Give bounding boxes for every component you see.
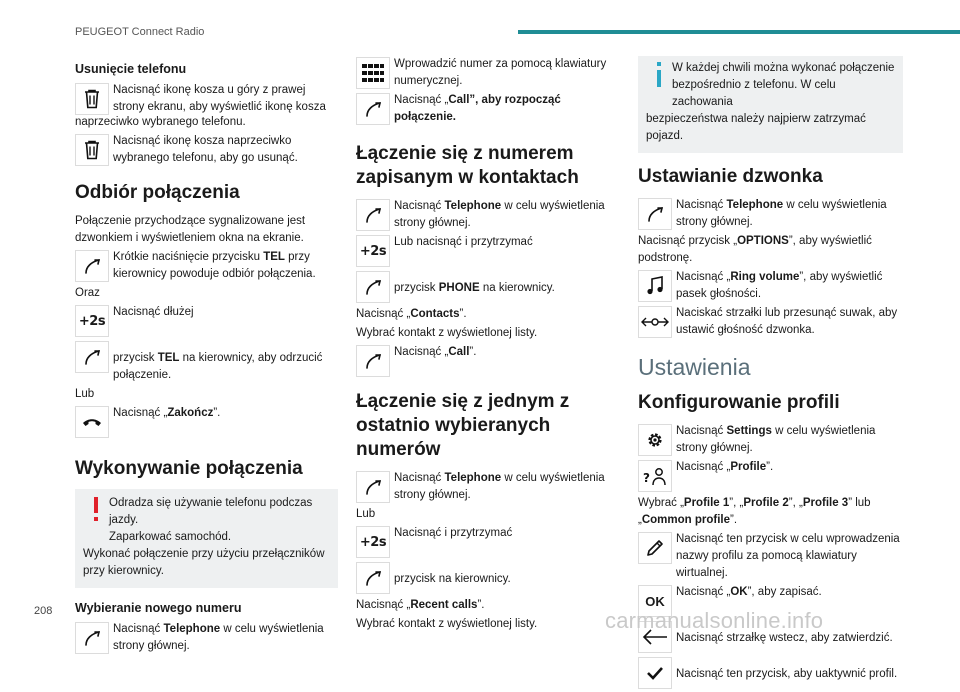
step-ring-volume	[638, 269, 903, 303]
step-press-hold	[356, 525, 621, 559]
step-zakoncz	[75, 405, 338, 439]
step-settings	[638, 423, 903, 457]
warning-line	[83, 495, 330, 546]
text-bold: TEL	[263, 251, 285, 263]
info-line-1: W każdej chwili można wykonać połączenie bezpośrednio z telefonu. W celu zachowania	[672, 62, 895, 108]
text: Nacisnąć „	[676, 271, 731, 283]
step-text: Nacisnąć dłużej	[113, 306, 194, 318]
icon-label: +2s	[359, 534, 387, 550]
text: przy kierownicy powoduje odbiór połączenia.	[113, 251, 316, 280]
step-text: Nacisnąć ikonę kosza u góry z prawej strony ekranu, aby wyświetlić ikonę kosza	[113, 84, 326, 113]
text: na kierownicy.	[479, 282, 555, 294]
warning-line-3: Wykonać połączenie przy użyciu przełączników przy kierownicy.	[83, 548, 325, 577]
steering-button-icon	[75, 341, 109, 373]
steering-button-icon	[356, 345, 390, 377]
plus-2s-icon	[75, 305, 109, 337]
step-profile	[638, 459, 903, 493]
warning-box	[75, 489, 338, 588]
text: ”.	[459, 308, 467, 320]
paragraph: Wybrać kontakt z wyświetlonej listy.	[356, 327, 538, 339]
text: Nacisnąć	[113, 623, 164, 635]
step-text: Nacisnąć ikonę kosza naprzeciwko wybranego telefonu, aby go usunąć.	[113, 135, 298, 164]
text: w celu wyświetlenia strony głównej.	[113, 623, 324, 652]
step-text	[676, 197, 903, 231]
heading-laczenie-kontakty: Łączenie się z numerem zapisanym w kontaktach	[356, 143, 579, 188]
text: Krótkie naciśnięcie przycisku	[113, 251, 264, 263]
paragraph: naprzeciwko wybranego telefonu.	[75, 116, 246, 128]
header-title: PEUGEOT Connect Radio	[75, 26, 205, 38]
text: ” lub „	[638, 497, 871, 526]
text: w celu wyświetlenia strony głównej.	[394, 472, 605, 501]
paragraph	[356, 597, 621, 614]
paragraph: Połączenie przychodzące sygnalizowane jest dzwonkiem i wyświetleniem okna na ekranie.	[75, 215, 306, 244]
icon-label: +2s	[78, 313, 106, 329]
text-bold: Common profile	[641, 514, 731, 526]
column-2	[356, 56, 621, 635]
warning-line-1: Odradza się używanie telefonu podczas jazdy.	[109, 497, 313, 526]
paragraph-lub: Lub	[356, 508, 376, 520]
step-text	[676, 423, 903, 457]
step-text: Nacisnąć strzałkę wstecz, aby zatwierdzić.	[676, 632, 893, 644]
text: Nacisnąć „	[356, 599, 411, 611]
steering-button-icon	[356, 271, 390, 303]
steering-button-icon	[356, 471, 390, 503]
info-line-2: bezpieczeństwa należy najpierw zatrzymać pojazd.	[646, 113, 866, 142]
step-text	[113, 621, 338, 655]
paragraph	[638, 233, 903, 267]
text: Wybrać „	[638, 497, 684, 509]
step-trash-2	[75, 133, 338, 167]
steering-button-icon	[356, 199, 390, 231]
step-telephone	[356, 198, 621, 232]
music-note-icon	[638, 270, 672, 302]
paragraph-lub: Lub	[75, 388, 95, 400]
heading-ostatnio-wybierane: Łączenie się z jednym z ostatnio wybieranych numerów	[356, 391, 570, 460]
steering-button-icon	[356, 562, 390, 594]
pencil-icon	[638, 532, 672, 564]
step-keypad	[356, 56, 621, 90]
step-call	[356, 344, 621, 378]
step-text	[676, 584, 903, 601]
plus-2s-icon	[356, 526, 390, 558]
steering-button-icon	[356, 93, 390, 125]
page-number: 208	[34, 605, 53, 617]
step-telephone	[356, 470, 621, 504]
text: na kierownicy, aby odrzucić połączenie.	[113, 352, 323, 381]
text-bold: OPTIONS	[737, 235, 789, 247]
text-bold: Recent calls	[410, 599, 478, 611]
icon-label: +2s	[359, 243, 387, 259]
step-text	[113, 340, 338, 384]
text: ”, aby wyświetlić pasek głośności.	[676, 271, 883, 300]
heading-wybieranie-nowego-numeru: Wybieranie nowego numeru	[75, 601, 242, 615]
text-bold: Telephone	[444, 200, 502, 212]
step-text	[113, 249, 338, 283]
text: ”, aby zapisać.	[747, 586, 822, 598]
text: ”.	[766, 461, 774, 473]
text-bold: Telephone	[726, 199, 784, 211]
paragraph	[638, 495, 903, 529]
step-text	[394, 92, 621, 126]
step-slider	[638, 305, 903, 339]
step-text: Lub nacisnąć i przytrzymać	[394, 236, 533, 248]
step-text	[394, 198, 621, 232]
text: Nacisnąć	[394, 472, 445, 484]
text-bold: PHONE	[438, 282, 480, 294]
warning-line-2: Zaparkować samochód.	[109, 531, 232, 543]
text: Nacisnąć	[394, 200, 445, 212]
heading-wykonywanie-polaczenia: Wykonywanie połączenia	[75, 458, 303, 479]
text: przycisk	[394, 282, 439, 294]
text: Nacisnąć	[676, 199, 727, 211]
step-steering-button	[356, 561, 621, 595]
paragraph-oraz: Oraz	[75, 287, 100, 299]
step-text: Nacisnąć ten przycisk w celu wprowadzenia nazwy profilu za pomocą klawiatury wirtualnej.	[676, 533, 900, 579]
step-edit-name	[638, 531, 903, 582]
text: przycisk	[113, 352, 158, 364]
watermark: carmanualsonline.info	[605, 608, 824, 633]
text: Nacisnąć „	[676, 461, 731, 473]
text: ”, „	[788, 497, 803, 509]
text-bold: Telephone	[163, 623, 221, 635]
info-box	[638, 56, 903, 153]
step-trash-1	[75, 82, 338, 116]
text-bold: Contacts	[410, 308, 460, 320]
step-text	[394, 344, 621, 361]
paragraph	[356, 306, 621, 323]
text: Nacisnąć „	[356, 308, 411, 320]
steering-button-icon	[75, 622, 109, 654]
step-tel-reject	[75, 340, 338, 384]
slider-arrows-icon	[638, 306, 672, 338]
heading-konfigurowanie-profili: Konfigurowanie profili	[638, 392, 840, 413]
text: Nacisnąć	[676, 425, 727, 437]
warning-text	[109, 495, 330, 546]
info-icon	[646, 60, 672, 88]
text: ”.	[469, 346, 477, 358]
heading-odbior-polaczenia: Odbiór połączenia	[75, 182, 240, 203]
step-telephone	[638, 197, 903, 231]
step-tel-short	[75, 249, 338, 283]
warning-icon	[83, 495, 109, 523]
text: ”, „	[729, 497, 744, 509]
step-text: przycisk na kierownicy.	[394, 573, 511, 585]
text-bold: TEL	[157, 352, 180, 364]
text-bold: Profile	[730, 461, 767, 473]
text-bold: Profile 2	[743, 497, 789, 509]
svg-text:?: ?	[643, 471, 650, 485]
text-bold: Call”, aby rozpocząć połączenie.	[394, 94, 561, 123]
text: Nacisnąć „	[676, 586, 731, 598]
column-3	[638, 56, 903, 692]
gear-icon	[638, 424, 672, 456]
step-text: Naciskać strzałki lub przesunąć suwak, aby ustawić głośność dzwonka.	[676, 307, 898, 336]
step-activate	[638, 656, 903, 690]
text: Nacisnąć „	[394, 346, 449, 358]
steering-button-icon	[638, 198, 672, 230]
text-bold: Zakończ	[167, 407, 214, 419]
text: Nacisnąć przycisk „	[638, 235, 738, 247]
step-text	[394, 470, 621, 504]
step-text: Nacisnąć ten przycisk, aby uaktywnić profil.	[676, 668, 898, 680]
text: ”.	[213, 407, 221, 419]
text-bold: Profile 1	[683, 497, 730, 509]
text-bold: Settings	[726, 425, 772, 437]
trash-icon	[75, 83, 109, 115]
step-press-hold	[356, 234, 621, 268]
text: w celu wyświetlenia strony głównej.	[676, 425, 876, 454]
step-phone-button	[356, 270, 621, 304]
heading-ustawianie-dzwonka: Ustawianie dzwonka	[638, 166, 823, 187]
step-text: Wprowadzić numer za pomocą klawiatury numerycznej.	[394, 58, 607, 87]
text-bold: Telephone	[444, 472, 502, 484]
text: ”.	[730, 514, 738, 526]
text: Nacisnąć „	[113, 407, 168, 419]
hang-up-icon	[75, 406, 109, 438]
text-bold: Call	[448, 346, 470, 358]
text: ”.	[477, 599, 485, 611]
icon-label: OK	[645, 593, 665, 609]
trash-icon	[75, 134, 109, 166]
text-bold: Ring volume	[730, 271, 800, 283]
step-text	[676, 269, 903, 303]
text: ”, aby wyświetlić podstronę.	[638, 235, 872, 264]
text: w celu wyświetlenia strony głównej.	[676, 199, 887, 228]
text: Nacisnąć „	[394, 94, 449, 106]
step-call	[356, 92, 621, 126]
header-accent-bar	[518, 30, 960, 34]
text-bold: Profile 3	[802, 497, 849, 509]
step-text: Nacisnąć i przytrzymać	[394, 527, 513, 539]
step-text	[394, 270, 621, 297]
text-bold: OK	[730, 586, 748, 598]
step-press-long	[75, 304, 338, 338]
heading-usuniecie-telefonu: Usunięcie telefonu	[75, 62, 187, 76]
heading-ustawienia: Ustawienia	[638, 354, 751, 380]
profile-icon	[638, 460, 672, 492]
step-text	[113, 405, 338, 422]
text: w celu wyświetlenia strony głównej.	[394, 200, 605, 229]
column-1	[75, 56, 338, 657]
step-telephone	[75, 621, 338, 655]
info-line	[646, 60, 895, 111]
step-text	[676, 459, 903, 476]
steering-button-icon	[75, 250, 109, 282]
paragraph: Wybrać kontakt z wyświetlonej listy.	[356, 618, 538, 630]
keypad-icon	[356, 57, 390, 89]
plus-2s-icon	[356, 235, 390, 267]
checkmark-icon	[638, 657, 672, 689]
